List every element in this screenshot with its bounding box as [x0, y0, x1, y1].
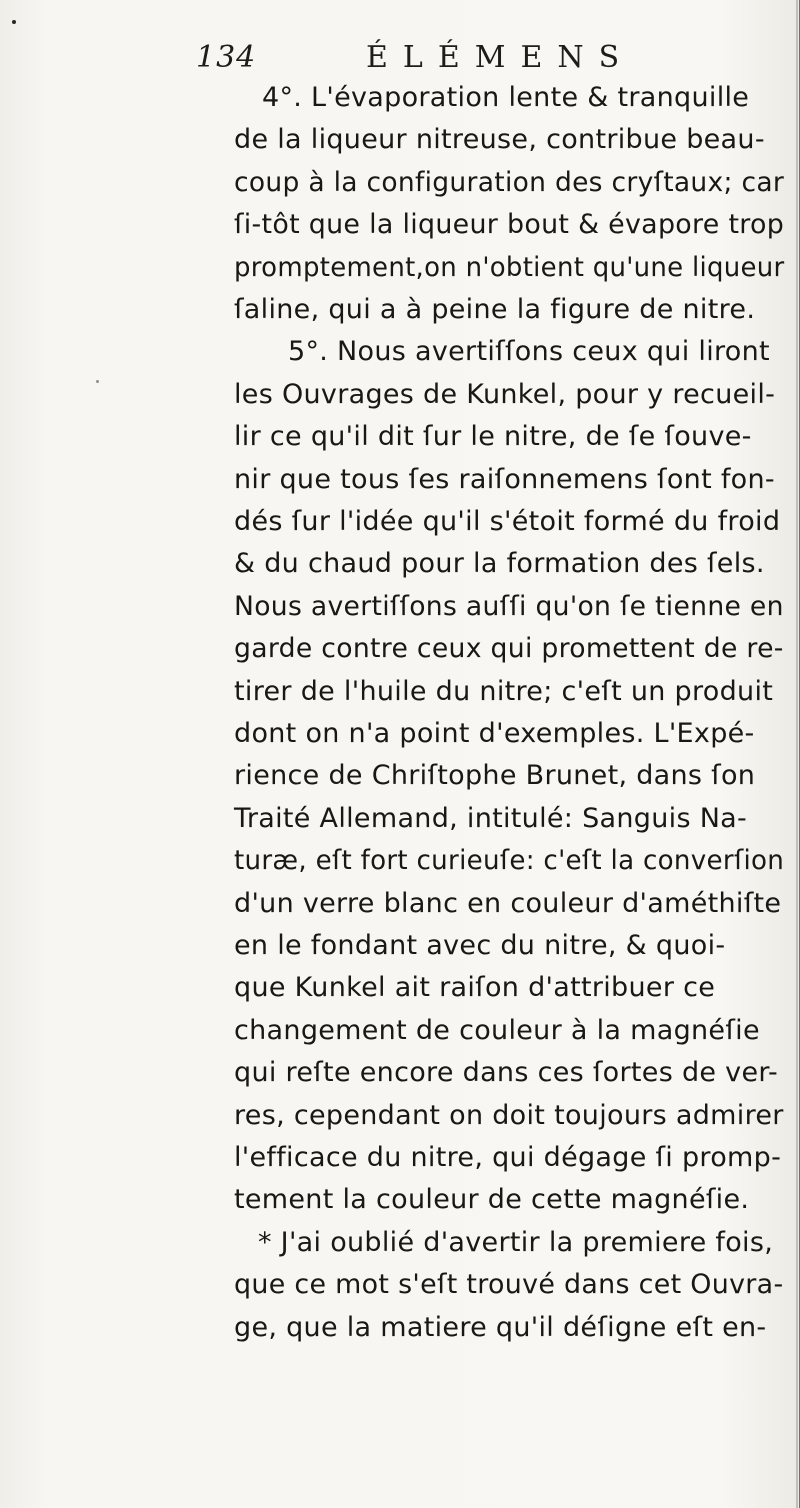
text-line: que Kunkel ait raiſon d'attribuer ce: [234, 972, 716, 1004]
text-line: turæ, eſt fort curieuſe: c'eſt la converſion: [234, 845, 785, 877]
text-line: ge, que la matiere qu'il déſigne eſt en-: [234, 1311, 767, 1343]
text-line: res, cependant on doit toujours admirer: [234, 1099, 784, 1131]
page-number: 134: [196, 40, 257, 75]
text-line: * J'ai oublié d'avertir la premiere fois,: [258, 1226, 774, 1258]
text-line: 5°. Nous avertiſſons ceux qui liront: [288, 336, 770, 368]
text-line: lir ce qu'il dit ſur le nitre, de ſe ſouve-: [234, 421, 752, 453]
text-line: Nous avertiſſons auſſi qu'on ſe tienne en: [234, 590, 784, 622]
ink-speck: [96, 380, 99, 383]
text-line: ſaline, qui a à peine la figure de nitre.: [234, 294, 756, 325]
text-line: tement la couleur de cette magnéſie.: [234, 1184, 750, 1216]
text-line: de la liqueur nitreuse, contribue beau-: [234, 124, 765, 156]
text-line: & du chaud pour la formation des ſels.: [234, 548, 765, 580]
text-line: 4°. L'évaporation lente & tranquille: [262, 82, 750, 113]
text-line: dont on n'a point d'exemples. L'Expé-: [234, 718, 755, 749]
text-line: que ce mot s'eſt trouvé dans cet Ouvra-: [234, 1269, 784, 1301]
text-line: tirer de l'huile du nitre; c'eſt un produit: [234, 675, 774, 707]
running-head: ÉLÉMENS: [366, 40, 635, 75]
text-line: garde contre ceux qui promettent de re-: [234, 633, 784, 665]
text-line: Traité Allemand, intitulé: Sanguis Na-: [234, 802, 748, 834]
text-line: l'efficace du nitre, qui dégage ſi promp-: [234, 1142, 782, 1173]
page-edge-shadow: [796, 0, 798, 1508]
text-line: en le fondant avec du nitre, & quoi-: [234, 930, 726, 961]
text-line: ſi-tôt que la liqueur bout & évapore trop: [234, 209, 785, 241]
text-line: qui reſte encore dans ces ſortes de ver-: [234, 1057, 779, 1089]
text-line: d'un verre blanc en couleur d'améthiſte: [234, 887, 782, 919]
text-line: promptement,on n'obtient qu'une liqueur: [234, 251, 785, 283]
ink-speck: [12, 20, 16, 24]
text-line: rience de Chriſtophe Brunet, dans ſon: [234, 760, 756, 792]
text-line: dés ſur l'idée qu'il s'étoit formé du froid: [234, 506, 781, 537]
text-line: les Ouvrages de Kunkel, pour y recueil-: [234, 378, 776, 410]
text-line: nir que tous ſes raiſonnemens ſont fon-: [234, 463, 775, 495]
text-line: coup à la configuration des cryſtaux; car: [234, 166, 785, 198]
text-line: changement de couleur à la magnéſie: [234, 1014, 760, 1046]
